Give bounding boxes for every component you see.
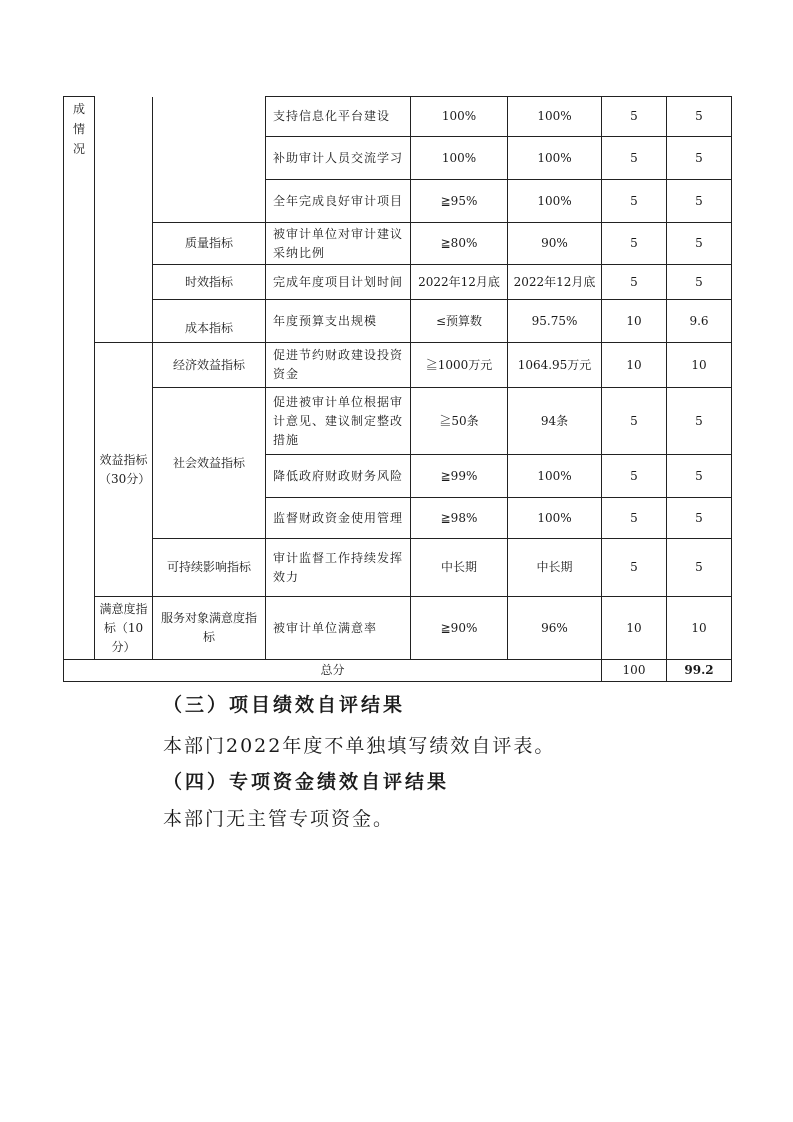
weight-cell: 5: [602, 97, 667, 137]
actual-cell: 94条: [508, 388, 602, 455]
group-cell: 效益指标（30分）: [95, 343, 153, 597]
score-cell: 10: [667, 343, 732, 388]
table-row: [64, 300, 732, 343]
actual-cell: 中长期: [508, 539, 602, 597]
target-cell: ≧80%: [411, 223, 508, 265]
indicator-cell: 完成年度项目计划时间: [266, 265, 411, 300]
weight-cell: 5: [602, 498, 667, 539]
target-cell: ≧1000万元: [411, 343, 508, 388]
actual-cell: 100%: [508, 180, 602, 223]
target-cell: 中长期: [411, 539, 508, 597]
indicator-cell: 监督财政资金使用管理: [266, 498, 411, 539]
target-cell: ≧90%: [411, 597, 508, 660]
score-cell: 5: [667, 180, 732, 223]
indicator-cell: 补助审计人员交流学习: [266, 137, 411, 180]
weight-cell: 5: [602, 455, 667, 498]
actual-cell: 100%: [508, 137, 602, 180]
table-row: [64, 388, 732, 455]
actual-cell: 2022年12月底: [508, 265, 602, 300]
sub-indicator-cell: 服务对象满意度指标: [153, 597, 266, 660]
total-score: 99.2: [667, 660, 732, 682]
table-row: [64, 223, 732, 265]
sub-indicator-cell: 社会效益指标: [153, 388, 266, 539]
sub-indicator-cell: 经济效益指标: [153, 343, 266, 388]
indicator-cell: 年度预算支出规模: [266, 300, 411, 343]
weight-cell: 5: [602, 265, 667, 300]
score-cell: 5: [667, 137, 732, 180]
performance-table: [63, 96, 732, 682]
score-cell: 5: [667, 498, 732, 539]
weight-cell: 5: [602, 180, 667, 223]
weight-cell: 5: [602, 539, 667, 597]
table-row: [64, 343, 732, 388]
indicator-cell: 支持信息化平台建设: [266, 97, 411, 137]
total-row: [64, 660, 732, 682]
weight-cell: 10: [602, 597, 667, 660]
section4-heading: （四）专项资金绩效自评结果: [163, 771, 450, 793]
target-cell: ≧99%: [411, 455, 508, 498]
target-cell: ≧95%: [411, 180, 508, 223]
score-cell: 5: [667, 97, 732, 137]
score-cell: 5: [667, 388, 732, 455]
score-cell: 10: [667, 597, 732, 660]
sub-indicator-cell: 可持续影响指标: [153, 539, 266, 597]
score-cell: 9.6: [667, 300, 732, 343]
sub-indicator-cell: 质量指标: [153, 223, 266, 265]
score-cell: 5: [667, 223, 732, 265]
section4-text: 本部门无主管专项资金。: [163, 808, 395, 830]
section3-heading: （三）项目绩效自评结果: [163, 694, 406, 716]
table-row: [64, 539, 732, 597]
indicator-cell: 全年完成良好审计项目: [266, 180, 411, 223]
category-cell: 成情况: [64, 97, 95, 660]
level2-cell: [153, 97, 266, 223]
actual-cell: 90%: [508, 223, 602, 265]
weight-cell: 5: [602, 223, 667, 265]
level1-cell: [95, 97, 153, 343]
indicator-cell: 降低政府财政财务风险: [266, 455, 411, 498]
indicator-cell: 促进被审计单位根据审计意见、建议制定整改措施: [266, 388, 411, 455]
score-cell: 5: [667, 265, 732, 300]
weight-cell: 10: [602, 300, 667, 343]
target-cell: ≤预算数: [411, 300, 508, 343]
actual-cell: 100%: [508, 498, 602, 539]
group-cell: 满意度指标（10分）: [95, 597, 153, 660]
score-cell: 5: [667, 455, 732, 498]
actual-cell: 100%: [508, 455, 602, 498]
target-cell: 2022年12月底: [411, 265, 508, 300]
actual-cell: 96%: [508, 597, 602, 660]
sub-indicator-cell: 成本指标: [153, 300, 266, 343]
total-label: 总分: [64, 660, 602, 682]
indicator-cell: 促进节约财政建设投资资金: [266, 343, 411, 388]
table-row: [64, 265, 732, 300]
section3-text: 本部门2022年度不单独填写绩效自评表。: [163, 735, 556, 757]
actual-cell: 95.75%: [508, 300, 602, 343]
target-cell: ≧98%: [411, 498, 508, 539]
indicator-cell: 被审计单位满意率: [266, 597, 411, 660]
target-cell: 100%: [411, 137, 508, 180]
weight-cell: 5: [602, 388, 667, 455]
sub-indicator-cell: 时效指标: [153, 265, 266, 300]
actual-cell: 1064.95万元: [508, 343, 602, 388]
total-weight: 100: [602, 660, 667, 682]
indicator-cell: 被审计单位对审计建议采纳比例: [266, 223, 411, 265]
target-cell: 100%: [411, 97, 508, 137]
weight-cell: 5: [602, 137, 667, 180]
indicator-cell: 审计监督工作持续发挥效力: [266, 539, 411, 597]
table-row: [64, 597, 732, 660]
score-cell: 5: [667, 539, 732, 597]
actual-cell: 100%: [508, 97, 602, 137]
table-row: [64, 97, 732, 137]
target-cell: ≧50条: [411, 388, 508, 455]
weight-cell: 10: [602, 343, 667, 388]
